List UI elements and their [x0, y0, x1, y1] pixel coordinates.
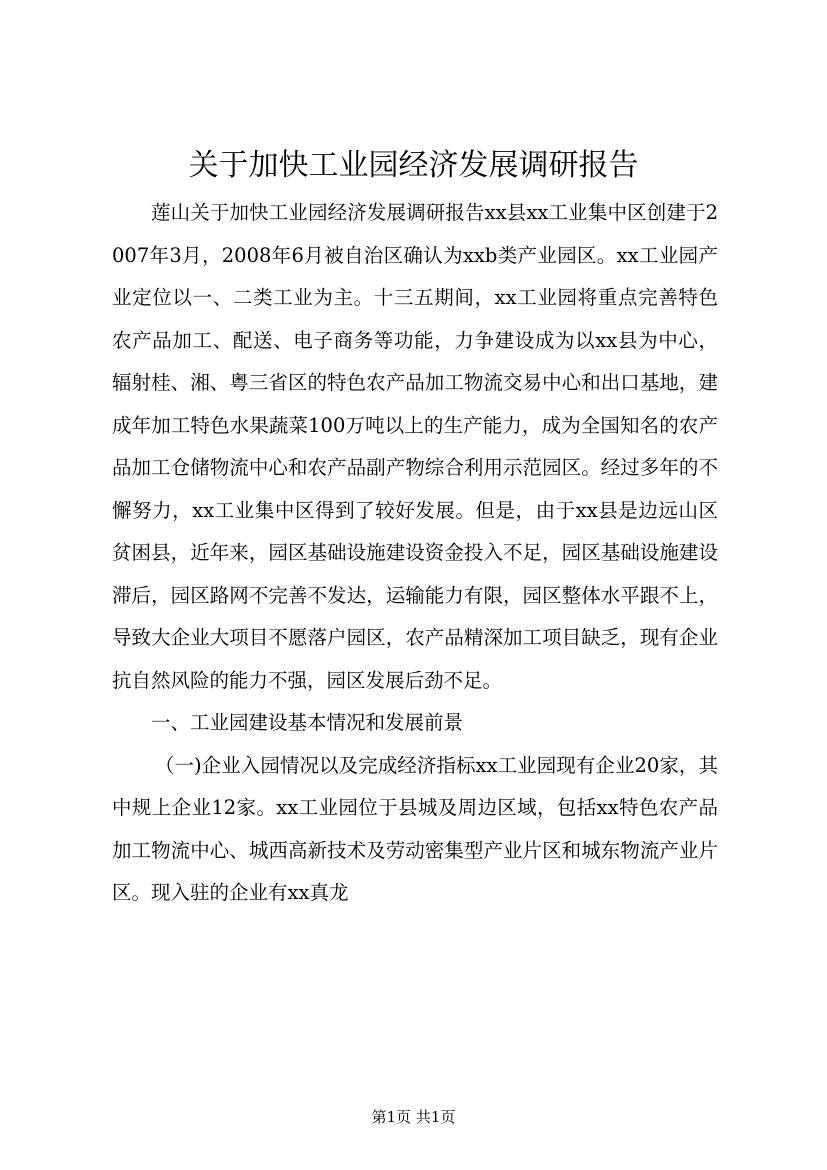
page-footer: 第1页 共1页 — [371, 1108, 456, 1126]
document-title: 关于加快工业园经济发展调研报告 — [188, 148, 639, 183]
section-heading: 一、工业园建设基本情况和发展前景 — [151, 711, 464, 734]
document-body — [112, 192, 718, 915]
intro-paragraph: 莲山关于加快工业园经济发展调研报告xx县xx工业集中区创建于2007年3月，2008年6月被自治区确认为xxb类产业园区。xx工业园产业定位以一、二类工业为主。十三五期间，xx工业园将重点完善特色农产品加工、配送、电子商务等功能，力争建设成为以xx县为中心，辐射桂、湘、粤三省区的特色农产品加工物流交易中心和出口基地，建成年加工特色水果蔬菜100万吨以上的生产能力，成为全国知名的农产品加工仓储物流中心和农产品副产物综合利用示范园区。经过多年的不懈努力，xx工业集中区得到了较好发展。但是，由于xx县是边远山区贫困县，近年来，园区基础设施建设资金投入不足，园区基础设施建设滞后，园区路网不完善不发达，运输能力有限，园区整体水平跟不上，导致大企业大项目不愿落户园区，农产品精深加工项目缺乏，现有企业抗自然风险的能力不强，园区发展后劲不足。 — [112, 201, 718, 692]
subsection-paragraph: （一)企业入园情况以及完成经济指标xx工业园现有企业20家，其中规上企业12家。xx工业园位于县城及周边区域，包括xx特色农产品加工物流中心、城西高新技术及劳动密集型产业片区和城东物流产业片区。现入驻的企业有xx真龙 — [112, 753, 718, 904]
